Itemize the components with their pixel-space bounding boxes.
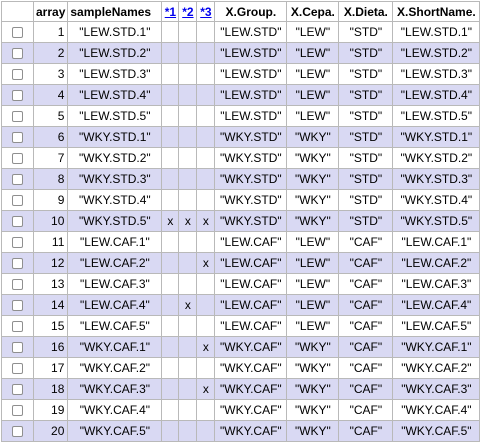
cell-short-name: "WKY.STD.3" <box>393 169 480 190</box>
cell-group: "WKY.STD" <box>215 211 287 232</box>
cell-short-name: "WKY.CAF.3" <box>393 379 480 400</box>
table-row <box>2 148 480 169</box>
cell-mark-3 <box>197 274 215 295</box>
cell-mark-2 <box>179 232 197 253</box>
cell-sample-name: "LEW.CAF.1" <box>68 232 162 253</box>
table-row <box>2 211 480 232</box>
cell-mark-2 <box>179 64 197 85</box>
cell-dieta: "STD" <box>339 169 393 190</box>
cell-mark-3 <box>197 232 215 253</box>
cell-mark-2 <box>179 22 197 43</box>
cell-mark-3 <box>197 106 215 127</box>
table-row <box>2 358 480 379</box>
cell-group: "WKY.CAF" <box>215 421 287 442</box>
cell-cepa: "LEW" <box>287 64 339 85</box>
cell-mark-1 <box>162 232 179 253</box>
cell-group: "WKY.CAF" <box>215 337 287 358</box>
cell-mark-2 <box>179 43 197 64</box>
cell-dieta: "STD" <box>339 85 393 106</box>
cell-mark-1 <box>162 379 179 400</box>
cell-group: "LEW.STD" <box>215 22 287 43</box>
cell-group: "LEW.CAF" <box>215 316 287 337</box>
cell-dieta: "CAF" <box>339 379 393 400</box>
table-row <box>2 127 480 148</box>
cell-short-name: "LEW.CAF.1" <box>393 232 480 253</box>
cell-sample-name: "LEW.STD.2" <box>68 43 162 64</box>
row-checkbox[interactable] <box>12 258 23 269</box>
cell-array: 12 <box>34 253 68 274</box>
cell-cepa: "WKY" <box>287 337 339 358</box>
row-checkbox[interactable] <box>12 27 23 38</box>
row-checkbox[interactable] <box>12 279 23 290</box>
row-checkbox[interactable] <box>12 90 23 101</box>
cell-mark-1 <box>162 22 179 43</box>
cell-mark-3 <box>197 22 215 43</box>
cell-group: "WKY.STD" <box>215 127 287 148</box>
cell-group: "LEW.CAF" <box>215 253 287 274</box>
column-header-dieta: X.Dieta. <box>339 2 393 22</box>
cell-mark-2 <box>179 400 197 421</box>
cell-short-name: "LEW.STD.5" <box>393 106 480 127</box>
cell-dieta: "STD" <box>339 148 393 169</box>
cell-sample-name: "LEW.CAF.3" <box>68 274 162 295</box>
row-checkbox[interactable] <box>12 426 23 437</box>
cell-mark-1 <box>162 421 179 442</box>
cell-array: 5 <box>34 106 68 127</box>
cell-group: "WKY.CAF" <box>215 379 287 400</box>
cell-mark-1 <box>162 43 179 64</box>
table-row <box>2 169 480 190</box>
cell-short-name: "WKY.CAF.4" <box>393 400 480 421</box>
cell-mark-2: x <box>179 295 197 316</box>
table-row <box>2 421 480 442</box>
mark-3-link[interactable]: *3 <box>200 4 212 19</box>
cell-array: 1 <box>34 22 68 43</box>
cell-mark-2 <box>179 316 197 337</box>
cell-array: 20 <box>34 421 68 442</box>
table-row <box>2 64 480 85</box>
cell-mark-3: x <box>197 211 215 232</box>
select-cell <box>2 232 34 253</box>
cell-sample-name: "WKY.CAF.3" <box>68 379 162 400</box>
row-checkbox[interactable] <box>12 363 23 374</box>
cell-dieta: "CAF" <box>339 295 393 316</box>
cell-array: 7 <box>34 148 68 169</box>
cell-dieta: "STD" <box>339 127 393 148</box>
cell-array: 18 <box>34 379 68 400</box>
cell-sample-name: "LEW.CAF.4" <box>68 295 162 316</box>
cell-dieta: "STD" <box>339 190 393 211</box>
row-checkbox[interactable] <box>12 216 23 227</box>
column-header-mark-1 <box>162 2 179 22</box>
select-cell <box>2 64 34 85</box>
cell-mark-1 <box>162 274 179 295</box>
header-row <box>2 2 480 22</box>
cell-array: 15 <box>34 316 68 337</box>
cell-mark-1 <box>162 106 179 127</box>
cell-mark-2 <box>179 85 197 106</box>
cell-mark-1 <box>162 64 179 85</box>
table-row <box>2 22 480 43</box>
cell-dieta: "STD" <box>339 211 393 232</box>
row-checkbox[interactable] <box>12 174 23 185</box>
cell-array: 3 <box>34 64 68 85</box>
cell-mark-3 <box>197 295 215 316</box>
cell-array: 17 <box>34 358 68 379</box>
column-header-samplenames: sampleNames <box>68 2 162 22</box>
cell-group: "WKY.STD" <box>215 169 287 190</box>
cell-sample-name: "WKY.CAF.5" <box>68 421 162 442</box>
cell-group: "WKY.CAF" <box>215 400 287 421</box>
cell-mark-3 <box>197 190 215 211</box>
select-cell <box>2 379 34 400</box>
table-row <box>2 106 480 127</box>
cell-mark-2 <box>179 127 197 148</box>
cell-group: "LEW.CAF" <box>215 232 287 253</box>
cell-dieta: "CAF" <box>339 421 393 442</box>
select-cell <box>2 169 34 190</box>
cell-short-name: "LEW.CAF.4" <box>393 295 480 316</box>
cell-cepa: "LEW" <box>287 106 339 127</box>
cell-dieta: "CAF" <box>339 358 393 379</box>
cell-group: "LEW.CAF" <box>215 274 287 295</box>
row-checkbox[interactable] <box>12 300 23 311</box>
cell-group: "WKY.STD" <box>215 148 287 169</box>
cell-cepa: "LEW" <box>287 85 339 106</box>
select-cell <box>2 400 34 421</box>
cell-cepa: "WKY" <box>287 148 339 169</box>
column-header-group: X.Group. <box>215 2 287 22</box>
cell-mark-3: x <box>197 337 215 358</box>
select-cell <box>2 211 34 232</box>
samples-table <box>1 1 480 442</box>
row-checkbox[interactable] <box>12 342 23 353</box>
cell-array: 8 <box>34 169 68 190</box>
cell-mark-2 <box>179 106 197 127</box>
cell-array: 6 <box>34 127 68 148</box>
cell-cepa: "WKY" <box>287 127 339 148</box>
select-cell <box>2 358 34 379</box>
cell-sample-name: "LEW.STD.5" <box>68 106 162 127</box>
cell-array: 4 <box>34 85 68 106</box>
cell-sample-name: "WKY.CAF.4" <box>68 400 162 421</box>
cell-short-name: "WKY.CAF.5" <box>393 421 480 442</box>
cell-dieta: "CAF" <box>339 274 393 295</box>
select-column-header <box>2 2 34 22</box>
cell-array: 19 <box>34 400 68 421</box>
cell-mark-2 <box>179 421 197 442</box>
cell-cepa: "WKY" <box>287 358 339 379</box>
select-cell <box>2 295 34 316</box>
mark-2-link[interactable]: *2 <box>182 4 194 19</box>
select-cell <box>2 127 34 148</box>
row-checkbox[interactable] <box>12 153 23 164</box>
row-checkbox[interactable] <box>12 132 23 143</box>
cell-cepa: "LEW" <box>287 274 339 295</box>
table-row <box>2 190 480 211</box>
cell-mark-3 <box>197 400 215 421</box>
cell-mark-1 <box>162 400 179 421</box>
cell-sample-name: "LEW.STD.4" <box>68 85 162 106</box>
column-header-mark-3 <box>197 2 215 22</box>
cell-short-name: "LEW.CAF.5" <box>393 316 480 337</box>
cell-mark-3 <box>197 316 215 337</box>
cell-group: "LEW.STD" <box>215 106 287 127</box>
cell-mark-1: x <box>162 211 179 232</box>
table-row <box>2 316 480 337</box>
row-checkbox[interactable] <box>12 321 23 332</box>
cell-sample-name: "LEW.CAF.2" <box>68 253 162 274</box>
cell-mark-2 <box>179 358 197 379</box>
select-cell <box>2 148 34 169</box>
cell-short-name: "LEW.STD.1" <box>393 22 480 43</box>
column-header-shortname: X.ShortName. <box>393 2 480 22</box>
cell-mark-2 <box>179 379 197 400</box>
cell-cepa: "WKY" <box>287 421 339 442</box>
table-row <box>2 379 480 400</box>
cell-cepa: "LEW" <box>287 22 339 43</box>
cell-cepa: "WKY" <box>287 400 339 421</box>
cell-cepa: "WKY" <box>287 190 339 211</box>
cell-group: "LEW.CAF" <box>215 295 287 316</box>
cell-short-name: "WKY.STD.2" <box>393 148 480 169</box>
table-row <box>2 232 480 253</box>
cell-mark-3 <box>197 127 215 148</box>
cell-dieta: "STD" <box>339 43 393 64</box>
cell-short-name: "WKY.STD.4" <box>393 190 480 211</box>
cell-short-name: "LEW.STD.2" <box>393 43 480 64</box>
table-row <box>2 253 480 274</box>
cell-short-name: "WKY.STD.5" <box>393 211 480 232</box>
cell-cepa: "LEW" <box>287 316 339 337</box>
cell-mark-1 <box>162 253 179 274</box>
cell-mark-1 <box>162 295 179 316</box>
mark-1-link[interactable]: *1 <box>164 4 177 19</box>
cell-short-name: "LEW.CAF.3" <box>393 274 480 295</box>
cell-mark-1 <box>162 148 179 169</box>
cell-dieta: "CAF" <box>339 400 393 421</box>
cell-mark-2 <box>179 169 197 190</box>
cell-cepa: "WKY" <box>287 211 339 232</box>
cell-mark-1 <box>162 358 179 379</box>
cell-short-name: "WKY.STD.1" <box>393 127 480 148</box>
cell-short-name: "LEW.STD.4" <box>393 85 480 106</box>
select-cell <box>2 274 34 295</box>
cell-cepa: "LEW" <box>287 232 339 253</box>
cell-array: 2 <box>34 43 68 64</box>
cell-mark-2: x <box>179 211 197 232</box>
cell-sample-name: "LEW.STD.3" <box>68 64 162 85</box>
cell-sample-name: "WKY.STD.2" <box>68 148 162 169</box>
cell-dieta: "STD" <box>339 64 393 85</box>
table-row <box>2 43 480 64</box>
select-cell <box>2 190 34 211</box>
select-cell <box>2 316 34 337</box>
cell-mark-1 <box>162 169 179 190</box>
select-cell <box>2 22 34 43</box>
cell-dieta: "CAF" <box>339 316 393 337</box>
cell-mark-2 <box>179 253 197 274</box>
cell-array: 13 <box>34 274 68 295</box>
row-checkbox[interactable] <box>12 69 23 80</box>
select-cell <box>2 85 34 106</box>
cell-sample-name: "LEW.STD.1" <box>68 22 162 43</box>
cell-cepa: "WKY" <box>287 169 339 190</box>
cell-group: "WKY.CAF" <box>215 358 287 379</box>
cell-dieta: "CAF" <box>339 337 393 358</box>
cell-dieta: "CAF" <box>339 253 393 274</box>
cell-mark-3 <box>197 169 215 190</box>
select-cell <box>2 43 34 64</box>
cell-array: 9 <box>34 190 68 211</box>
cell-sample-name: "WKY.CAF.1" <box>68 337 162 358</box>
cell-array: 14 <box>34 295 68 316</box>
cell-dieta: "STD" <box>339 22 393 43</box>
row-checkbox[interactable] <box>12 405 23 416</box>
cell-mark-3: x <box>197 379 215 400</box>
cell-cepa: "LEW" <box>287 295 339 316</box>
cell-mark-3 <box>197 358 215 379</box>
select-cell <box>2 253 34 274</box>
cell-mark-2 <box>179 274 197 295</box>
cell-group: "LEW.STD" <box>215 85 287 106</box>
cell-mark-1 <box>162 337 179 358</box>
cell-sample-name: "WKY.CAF.2" <box>68 358 162 379</box>
cell-mark-1 <box>162 190 179 211</box>
cell-mark-1 <box>162 316 179 337</box>
cell-mark-2 <box>179 337 197 358</box>
cell-mark-3 <box>197 85 215 106</box>
cell-mark-3 <box>197 43 215 64</box>
column-header-cepa: X.Cepa. <box>287 2 339 22</box>
cell-mark-3: x <box>197 253 215 274</box>
row-checkbox[interactable] <box>12 111 23 122</box>
cell-dieta: "STD" <box>339 106 393 127</box>
cell-group: "LEW.STD" <box>215 64 287 85</box>
cell-group: "WKY.STD" <box>215 190 287 211</box>
cell-short-name: "LEW.STD.3" <box>393 64 480 85</box>
table-row <box>2 400 480 421</box>
column-header-mark-2 <box>179 2 197 22</box>
select-cell <box>2 106 34 127</box>
select-cell <box>2 421 34 442</box>
cell-short-name: "LEW.CAF.2" <box>393 253 480 274</box>
cell-dieta: "CAF" <box>339 232 393 253</box>
table-row <box>2 295 480 316</box>
cell-sample-name: "WKY.STD.3" <box>68 169 162 190</box>
row-checkbox[interactable] <box>12 237 23 248</box>
cell-mark-2 <box>179 148 197 169</box>
cell-mark-1 <box>162 85 179 106</box>
cell-mark-3 <box>197 64 215 85</box>
select-cell <box>2 337 34 358</box>
cell-array: 10 <box>34 211 68 232</box>
cell-cepa: "LEW" <box>287 43 339 64</box>
cell-array: 11 <box>34 232 68 253</box>
cell-mark-3 <box>197 148 215 169</box>
column-header-array: array <box>34 2 68 22</box>
cell-cepa: "LEW" <box>287 253 339 274</box>
table-row <box>2 274 480 295</box>
row-checkbox[interactable] <box>12 195 23 206</box>
cell-mark-3 <box>197 421 215 442</box>
cell-sample-name: "WKY.STD.1" <box>68 127 162 148</box>
cell-mark-2 <box>179 190 197 211</box>
cell-mark-1 <box>162 127 179 148</box>
row-checkbox[interactable] <box>12 384 23 395</box>
table-row <box>2 85 480 106</box>
cell-sample-name: "WKY.STD.5" <box>68 211 162 232</box>
cell-group: "LEW.STD" <box>215 43 287 64</box>
cell-cepa: "WKY" <box>287 379 339 400</box>
row-checkbox[interactable] <box>12 48 23 59</box>
cell-sample-name: "WKY.STD.4" <box>68 190 162 211</box>
table-row <box>2 337 480 358</box>
table-body <box>2 22 480 442</box>
cell-short-name: "WKY.CAF.2" <box>393 358 480 379</box>
cell-sample-name: "LEW.CAF.5" <box>68 316 162 337</box>
cell-short-name: "WKY.CAF.1" <box>393 337 480 358</box>
cell-array: 16 <box>34 337 68 358</box>
